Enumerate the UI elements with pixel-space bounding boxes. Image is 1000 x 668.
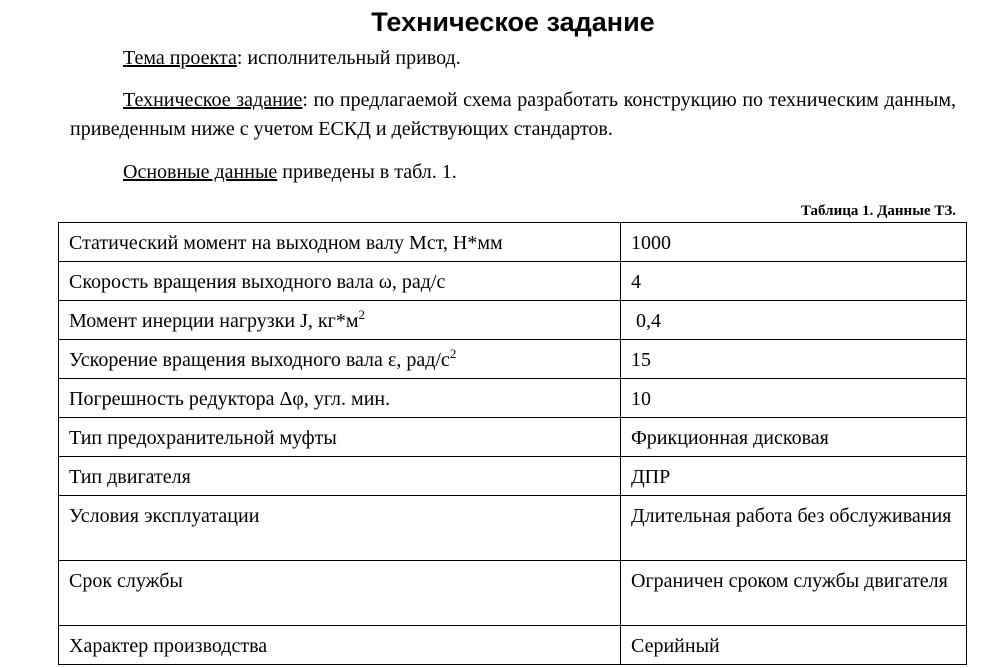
- param-text: Срок службы: [69, 570, 183, 592]
- page-title: Техническое задание: [371, 7, 655, 37]
- table-row: [59, 262, 967, 301]
- param-cell: [59, 457, 621, 496]
- value-text: ДПР: [631, 466, 671, 488]
- value-cell: [621, 457, 967, 496]
- param-text: Условия эксплуатации: [69, 505, 260, 527]
- value-text: 4: [631, 271, 641, 293]
- value-cell: [621, 561, 967, 626]
- value-text: 15: [631, 349, 651, 371]
- table-row: [59, 561, 967, 626]
- value-cell: [621, 223, 967, 262]
- value-text: 0,4: [631, 310, 661, 332]
- value-cell: [621, 496, 967, 561]
- table-row: [59, 301, 967, 340]
- param-cell: [59, 379, 621, 418]
- param-cell: [59, 340, 621, 379]
- value-text: Серийный: [631, 635, 720, 657]
- param-cell: [59, 223, 621, 262]
- value-text: Длительная работа без обслуживания: [631, 505, 952, 527]
- param-superscript: 2: [449, 346, 457, 361]
- param-superscript: 2: [358, 307, 365, 322]
- param-text: Статический момент на выходном валу Мст, Н*мм: [69, 232, 503, 254]
- value-cell: [621, 340, 967, 379]
- paragraph-topic: [123, 44, 461, 73]
- table-row: [59, 418, 967, 457]
- table-row: [59, 496, 967, 561]
- value-text: Ограничен сроком службы двигателя: [631, 570, 948, 592]
- value-text: 10: [631, 388, 651, 410]
- paragraph-task: [70, 86, 956, 144]
- data-label: Основные данные: [123, 161, 278, 183]
- param-cell: [59, 301, 621, 340]
- data-table: [58, 222, 967, 665]
- value-cell: [621, 301, 967, 340]
- param-text: Скорость вращения выходного вала ω, рад/с: [69, 271, 446, 293]
- table-caption: Таблица 1. Данные ТЗ.: [800, 203, 956, 219]
- value-cell: [621, 262, 967, 301]
- task-value: : по предлагаемой схема разработать конструкцию по техническим данным, приведенным ниже с учетом ЕСКД и действующих стандартов.: [70, 89, 956, 140]
- value-text: 1000: [631, 232, 671, 254]
- data-value: приведены в табл. 1.: [277, 161, 457, 183]
- value-cell: [621, 626, 967, 665]
- param-text: Ускорение вращения выходного вала ε, рад/с: [69, 349, 450, 371]
- param-text: Момент инерции нагрузки J, кг*м: [69, 310, 359, 332]
- value-text: Фрикционная дисковая: [631, 427, 829, 449]
- param-cell: [59, 626, 621, 665]
- value-cell: [621, 418, 967, 457]
- task-label: Техническое задание: [123, 89, 303, 111]
- table-row: [59, 223, 967, 262]
- table-row: [59, 457, 967, 496]
- param-text: Характер производства: [69, 635, 268, 657]
- param-text: Тип двигателя: [69, 466, 191, 488]
- param-cell: [59, 496, 621, 561]
- param-text: Тип предохранительной муфты: [69, 427, 337, 449]
- topic-value: : исполнительный привод.: [236, 47, 461, 69]
- table-row: [59, 379, 967, 418]
- param-cell: [59, 561, 621, 626]
- topic-label: Тема проекта: [123, 47, 237, 69]
- value-cell: [621, 379, 967, 418]
- param-cell: [59, 418, 621, 457]
- param-text: Погрешность редуктора Δφ, угл. мин.: [69, 388, 391, 410]
- table-row: [59, 340, 967, 379]
- paragraph-data: [123, 158, 457, 187]
- param-cell: [59, 262, 621, 301]
- table-row: [59, 626, 967, 665]
